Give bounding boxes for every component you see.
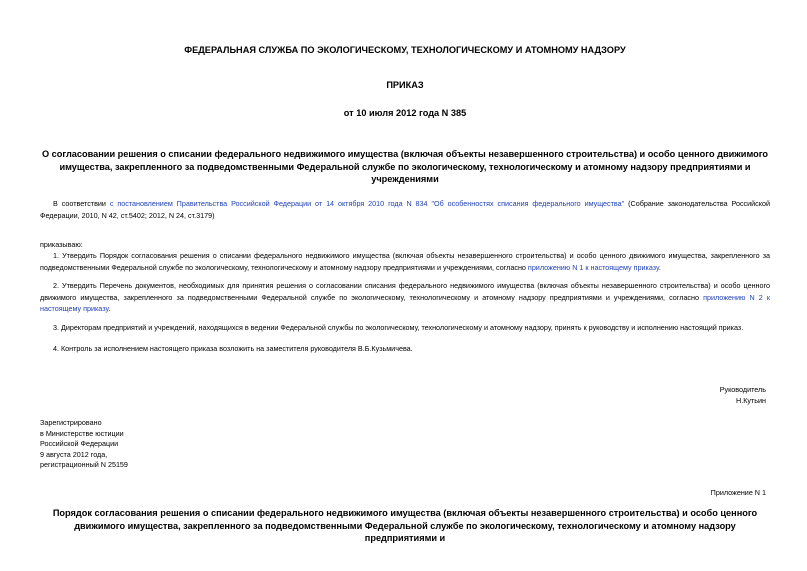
appendix-2-link[interactable]: приложению N 2 к настоящему приказу	[40, 292, 770, 313]
date-number-heading: от 10 июля 2012 года N 385	[343, 108, 467, 118]
registration-line-2: в Министерстве юстиции	[40, 428, 124, 438]
item-2-end: .	[108, 304, 111, 313]
registration-line-3: Российской Федерации	[40, 439, 119, 449]
item-1-text: 1. Утвердить Порядок согласования решения о списании федерального недвижимого имущества (включая объекты незавершенного строительства) и особо ценного движимого имущества, закрепленного за подведомственными Федеральной службе по экологическому, технологическому и атомному надзору предприятиями и учреждениями, согласно	[40, 251, 770, 272]
item-1	[40, 250, 770, 273]
item-2-text: 2. Утвердить Перечень документов, необходимых для принятия решения о согласовании списания федерального недвижимого имущества (включая объекты незавершенного строительства) и особо ценного движимого имущества, закрепленного за подведомственными Федеральной службе по экологическому, технологическому и атомному надзору предприятиями и учреждениями, согласно	[40, 281, 770, 302]
preamble-paragraph	[40, 198, 770, 221]
appendix-title: Порядок согласования решения о списании федерального недвижимого имущества (включая объекты незавершенного строительства) и особо ценного движимого имущества, закрепленного за подведомственными Федеральной службе по экологическому, технологическому и атомному надзору предприятиями и	[52, 508, 758, 543]
preamble-text-after: (Собрание законодательства Российской Федерации, 2010, N 42, ст.5402; 2012, N 24, ст.3179)	[40, 199, 770, 220]
item-4: 4. Контроль за исполнением настоящего приказа возложить на заместителя руководителя В.Б.Кузьмичева.	[53, 344, 413, 353]
order-word: приказываю:	[40, 240, 83, 249]
signature-role: Руководитель	[719, 385, 766, 394]
preamble-text-before: В соответствии	[53, 199, 110, 208]
doc-type-heading: ПРИКАЗ	[386, 80, 424, 90]
registration-line-1: Зарегистрировано	[40, 418, 102, 427]
registration-line-5: регистрационный N 25159	[40, 460, 128, 470]
order-title: О согласовании решения о списании федерального недвижимого имущества (включая объекты незавершенного строительства) и особо ценного движимого имущества, закрепленного за подведомственными Федеральной службе по экологическому, технологическому и атомному надзору предприятиями и учреждениями	[41, 149, 769, 184]
item-2	[40, 280, 770, 315]
agency-heading: ФЕДЕРАЛЬНАЯ СЛУЖБА ПО ЭКОЛОГИЧЕСКОМУ, ТЕХНОЛОГИЧЕСКОМУ И АТОМНОМУ НАДЗОРУ	[184, 45, 626, 55]
signature-name: Н.Кутьин	[736, 396, 766, 405]
appendix-label: Приложение N 1	[710, 488, 766, 497]
signature-block	[540, 384, 766, 406]
appendix-1-link[interactable]: приложению N 1 к настоящему приказу	[527, 262, 659, 272]
registration-block	[40, 418, 128, 471]
item-1-end: .	[658, 262, 661, 272]
registration-line-4: 9 августа 2012 года,	[40, 449, 108, 459]
item-3: 3. Директорам предприятий и учреждений, находящихся в ведении Федеральной службы по экологическому, технологическому и атомному надзору, принять к руководству и исполнению настоящий приказ.	[53, 323, 744, 332]
government-decree-link[interactable]: с постановлением Правительства Российской Федерации от 14 октября 2010 года N 834 "Об особенностях списания федерального имущества"	[109, 199, 625, 208]
